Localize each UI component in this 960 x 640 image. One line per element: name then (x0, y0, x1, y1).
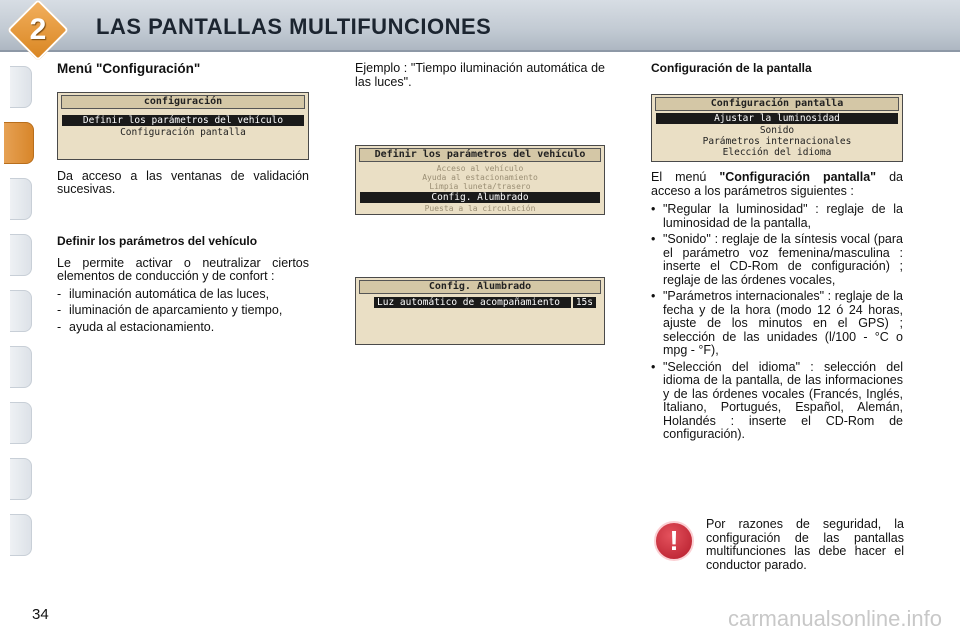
lcd-row: Acceso al vehículo (436, 164, 524, 173)
paragraph-intro (651, 171, 903, 198)
section-heading-pantalla: Configuración de la pantalla (651, 61, 812, 75)
lcd-row: Sonido (759, 125, 795, 136)
list-item: • "Selección del idioma" : selección del idioma de la pantalla, de las informaciones y de las órdenes vocales (Francés, Inglés, Italiano, Portugués, Español, Alemán, Holandés : inserte el CD-Rom de configuración). (651, 361, 903, 442)
chapter-tab[interactable] (10, 234, 32, 276)
column-left (57, 62, 309, 337)
lcd-selected-row: Definir los parámetros del vehículo (62, 115, 304, 126)
exclamation-icon: ! (654, 521, 694, 561)
subheading-definir: Definir los parámetros del vehículo (57, 233, 258, 248)
list-item: • "Parámetros internacionales" : reglaje de la fecha y de la hora (modo 12 ó 24 horas, ajuste de los minutos en el GPS) ; selección de las unidades (l/100 - °C o mpg - °F), (651, 290, 903, 358)
lcd-row: Elección del idioma (722, 147, 832, 158)
text: da acceso a los parámetros siguientes : (651, 170, 903, 198)
lcd-title: configuración (61, 95, 305, 109)
lcd-selected-row (374, 297, 596, 308)
chapter-tab[interactable] (10, 514, 32, 556)
chapter-tab-active[interactable] (4, 122, 34, 164)
chapter-tab-strip (0, 60, 34, 580)
chapter-tab[interactable] (10, 402, 32, 444)
chapter-tab[interactable] (10, 458, 32, 500)
chapter-number: 2 (29, 13, 47, 46)
list-item: - iluminación de aparcamiento y tiempo, (57, 304, 309, 318)
paragraph-example: Ejemplo : "Tiempo iluminación automática de las luces". (355, 61, 605, 89)
section-heading-configuracion: Menú "Configuración" (57, 61, 201, 76)
lcd-screen-configuracion (57, 92, 309, 160)
watermark: carmanualsonline.info (727, 606, 942, 631)
chapter-tab[interactable] (10, 178, 32, 220)
lcd-selected-label: Luz automático de acompañamiento (374, 297, 571, 308)
paragraph: Le permite activar o neutralizar ciertos elementos de conducción y de confort : (57, 255, 309, 283)
chapter-tab[interactable] (10, 346, 32, 388)
lcd-row: Configuración pantalla (120, 126, 246, 138)
lcd-row: Ayuda al estacionamiento (422, 173, 538, 182)
list-item: • "Sonido" : reglaje de la síntesis vocal (para el parámetro voz femenina/masculina : inserte el CD-Rom de configuración) ; reglaje de las órdenes vocales, (651, 233, 903, 287)
lcd-title: Config. Alumbrado (359, 280, 601, 294)
text: El menú (651, 170, 720, 184)
column-middle (355, 61, 605, 308)
page-title: LAS PANTALLAS MULTIFUNCIONES (96, 14, 492, 39)
column-right (651, 62, 903, 445)
safety-warning: Por razones de seguridad, la configuración de las pantallas multifunciones las debe hacer el conductor parado. (706, 517, 904, 572)
lcd-row: Parámetros internacionales (702, 136, 852, 147)
page-header (0, 0, 960, 52)
list-item: • "Regular la luminosidad" : reglaje de la luminosidad de la pantalla, (651, 203, 903, 230)
list-item: - ayuda al estacionamiento. (57, 321, 309, 335)
list-item: - iluminación automática de las luces, (57, 288, 309, 302)
lcd-screen-vehiculo (355, 145, 605, 215)
lcd-screen-pantalla (651, 94, 903, 162)
lcd-selected-row: Config. Alumbrado (360, 192, 600, 203)
lcd-screen-alumbrado (355, 277, 605, 345)
lcd-selected-value: 15s (573, 297, 596, 308)
parameter-list (651, 203, 903, 442)
text-bold: "Configuración pantalla" (719, 170, 877, 184)
paragraph: Da acceso a las ventanas de validación sucesivas. (57, 168, 309, 196)
lcd-title: Configuración pantalla (655, 97, 899, 111)
lcd-title: Definir los parámetros del vehículo (359, 148, 601, 162)
chapter-tab[interactable] (10, 66, 32, 108)
feature-list (57, 288, 309, 335)
lcd-row: Limpia luneta/trasero (429, 182, 531, 191)
lcd-row: Puesta a la circulación (424, 204, 536, 213)
chapter-tab[interactable] (10, 290, 32, 332)
page-number: 34 (32, 606, 49, 623)
lcd-selected-row: Ajustar la luminosidad (656, 113, 898, 124)
